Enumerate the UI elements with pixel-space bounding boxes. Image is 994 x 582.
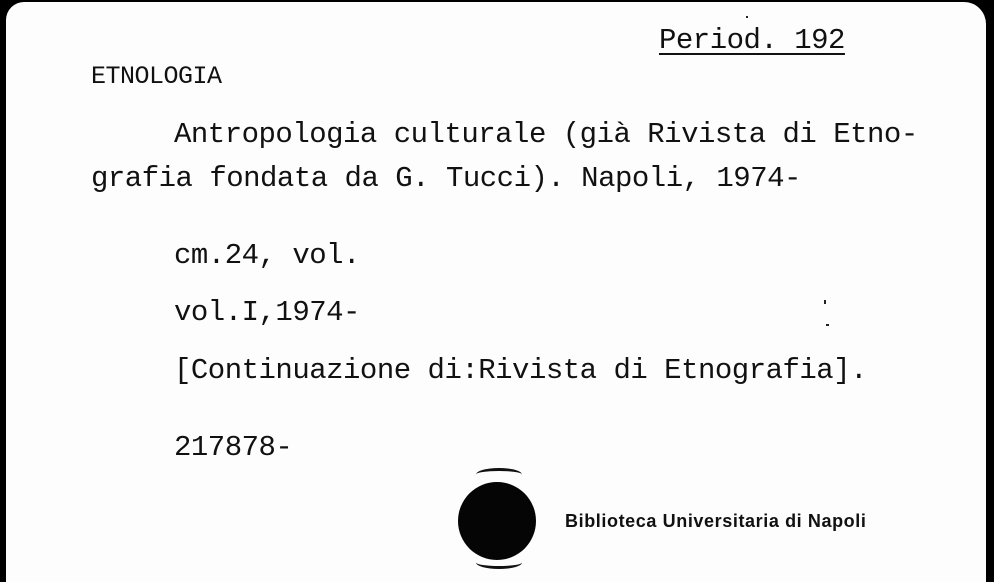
subject-heading: ETNOLOGIA <box>91 62 222 91</box>
title-line-2: grafia fondata da G. Tucci). Napoli, 1974- <box>91 162 801 195</box>
speck <box>824 300 826 304</box>
speck <box>826 324 829 326</box>
holdings: vol.I,1974- <box>174 296 360 329</box>
stamp-arc-bottom <box>476 556 522 569</box>
title-line-1: Antropologia culturale (già Rivista di Etno- <box>174 118 918 151</box>
catalog-card <box>6 2 986 582</box>
accession-number: 217878- <box>174 431 293 464</box>
call-number: Period. 192 <box>659 24 845 57</box>
library-stamp-icon <box>458 482 536 560</box>
continuation-note: [Continuazione di:Rivista di Etnografia]. <box>174 354 868 387</box>
speck <box>746 16 748 18</box>
physical-format: cm.24, vol. <box>174 239 360 272</box>
stamp-arc-top <box>476 468 522 481</box>
library-name: Biblioteca Universitaria di Napoli <box>565 511 867 531</box>
